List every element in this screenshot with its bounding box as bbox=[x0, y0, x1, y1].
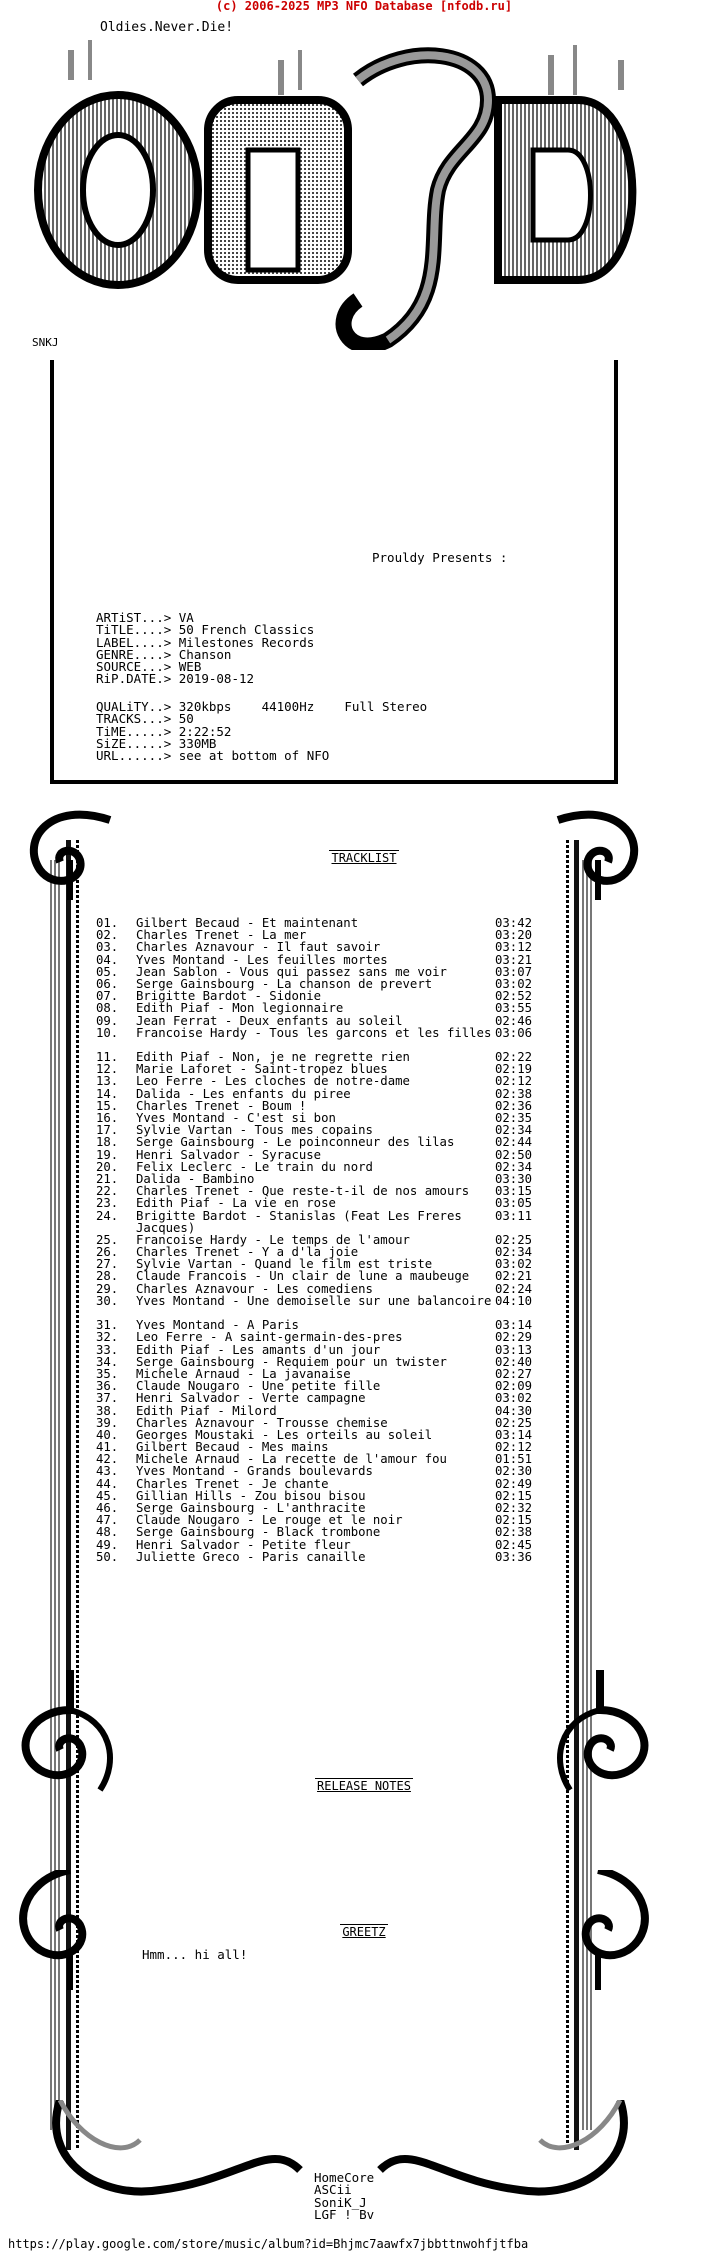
track-num: 17. bbox=[96, 1123, 119, 1138]
track-row bbox=[96, 1210, 532, 1234]
track-num: 10. bbox=[96, 1025, 119, 1040]
track-time: 02:44 bbox=[495, 1135, 533, 1150]
track-title: Jean Ferrat - Deux enfants au soleil bbox=[136, 1013, 403, 1028]
track-time: 02:45 bbox=[495, 1537, 533, 1552]
track-row bbox=[96, 1295, 532, 1319]
track-time: 02:34 bbox=[495, 1245, 533, 1260]
track-time: 03:21 bbox=[495, 952, 533, 967]
info-size: SiZE.....> 330MB bbox=[96, 735, 217, 751]
credit-item: HomeCore bbox=[314, 2170, 375, 2185]
info-title: TiTLE....> 50 French Classics bbox=[96, 622, 315, 638]
copyright-banner: (c) 2006-2025 MP3 NFO Database [nfodb.ru] bbox=[215, 0, 513, 13]
track-title: Edith Piaf - Mon legionnaire bbox=[136, 1001, 344, 1016]
track-num: 14. bbox=[96, 1086, 119, 1101]
track-time: 03:11 bbox=[495, 1208, 533, 1223]
track-title: Dalida - Les enfants du piree bbox=[136, 1086, 351, 1101]
tracklist bbox=[96, 917, 532, 1563]
release-notes-heading: RELEASE NOTES bbox=[317, 1779, 411, 1793]
track-title: Francoise Hardy - Le temps de l'amour bbox=[136, 1232, 410, 1247]
track-num: 32. bbox=[96, 1330, 119, 1345]
track-time: 02:15 bbox=[495, 1488, 533, 1503]
track-title: Henri Salvador - Syracuse bbox=[136, 1147, 322, 1162]
info-url: URL......> see at bottom of NFO bbox=[96, 748, 330, 764]
track-num: 06. bbox=[96, 976, 119, 991]
track-num: 46. bbox=[96, 1501, 119, 1516]
track-title: Edith Piaf - La vie en rose bbox=[136, 1196, 336, 1211]
track-title: Charles Trenet - Y a d'la joie bbox=[136, 1245, 359, 1260]
track-title: Michele Arnaud - La recette de l'amour fou bbox=[136, 1452, 447, 1467]
track-row bbox=[96, 941, 532, 953]
track-num: 16. bbox=[96, 1111, 119, 1126]
track-time: 02:34 bbox=[495, 1159, 533, 1174]
track-title: Sylvie Vartan - Quand le film est triste bbox=[136, 1257, 433, 1272]
track-num: 30. bbox=[96, 1293, 119, 1308]
track-time: 02:52 bbox=[495, 989, 533, 1004]
track-time: 02:24 bbox=[495, 1281, 533, 1296]
track-row bbox=[96, 954, 532, 966]
track-row bbox=[96, 1197, 532, 1209]
track-time: 03:06 bbox=[495, 1025, 533, 1040]
track-title: Georges Moustaki - Les orteils au soleil bbox=[136, 1427, 433, 1442]
track-num: 18. bbox=[96, 1135, 119, 1150]
track-num: 03. bbox=[96, 940, 119, 955]
track-title: Sylvie Vartan - Tous mes copains bbox=[136, 1123, 373, 1138]
track-num: 11. bbox=[96, 1050, 119, 1065]
info-rip-date: RiP.DATE.> 2019-08-12 bbox=[96, 671, 255, 687]
track-title: Claude Francois - Un clair de lune a maubeuge bbox=[136, 1269, 470, 1284]
track-time: 02:25 bbox=[495, 1232, 533, 1247]
track-row bbox=[96, 1136, 532, 1148]
track-time: 02:38 bbox=[495, 1086, 533, 1101]
track-title: Jean Sablon - Vous qui passez sans me voir bbox=[136, 964, 447, 979]
track-num: 36. bbox=[96, 1379, 119, 1394]
track-num: 08. bbox=[96, 1001, 119, 1016]
track-time: 03:02 bbox=[495, 1257, 533, 1272]
track-time: 02:32 bbox=[495, 1501, 533, 1516]
track-time: 03:13 bbox=[495, 1342, 533, 1357]
track-num: 45. bbox=[96, 1488, 119, 1503]
info-label: LABEL....> Milestones Records bbox=[96, 634, 315, 650]
track-title: Serge Gainsbourg - Le poinconneur des lilas bbox=[136, 1135, 455, 1150]
artist-tag: SNKJ bbox=[32, 336, 59, 349]
motto: Oldies.Never.Die! bbox=[100, 20, 234, 35]
track-num: 38. bbox=[96, 1403, 119, 1418]
track-time: 03:12 bbox=[495, 940, 533, 955]
track-num: 44. bbox=[96, 1476, 119, 1491]
credit-item: ASCii bbox=[314, 2182, 352, 2198]
track-title: Charles Trenet - Je chante bbox=[136, 1476, 329, 1491]
track-num: 48. bbox=[96, 1525, 119, 1540]
track-title: Michele Arnaud - La javanaise bbox=[136, 1366, 351, 1381]
track-title: Leo Ferre - A saint-germain-des-pres bbox=[136, 1330, 403, 1345]
release-info bbox=[96, 612, 314, 686]
track-time: 02:25 bbox=[495, 1415, 533, 1430]
track-title: Charles Aznavour - Il faut savoir bbox=[136, 940, 381, 955]
track-time: 02:34 bbox=[495, 1123, 533, 1138]
release-tech-info bbox=[96, 701, 427, 762]
track-row bbox=[96, 1149, 532, 1161]
track-title: Yves Montand - Une demoiselle sur une balancoire bbox=[136, 1293, 492, 1308]
track-time: 02:36 bbox=[495, 1098, 533, 1113]
track-time: 02:38 bbox=[495, 1525, 533, 1540]
track-num: 39. bbox=[96, 1415, 119, 1430]
track-title: Marie Laforet - Saint-tropez blues bbox=[136, 1062, 388, 1077]
track-num: 24. bbox=[96, 1208, 119, 1223]
track-time: 03:14 bbox=[495, 1427, 533, 1442]
track-title: Yves Montand - A Paris bbox=[136, 1318, 299, 1333]
track-num: 07. bbox=[96, 989, 119, 1004]
track-title: Serge Gainsbourg - Requiem pour un twister bbox=[136, 1354, 447, 1369]
info-genre: GENRE....> Chanson bbox=[96, 646, 232, 662]
track-time: 02:40 bbox=[495, 1354, 533, 1369]
track-title: Gilbert Becaud - Et maintenant bbox=[136, 916, 359, 930]
track-time: 03:07 bbox=[495, 964, 533, 979]
track-num: 02. bbox=[96, 928, 119, 943]
track-row bbox=[96, 1344, 532, 1356]
track-time: 02:19 bbox=[495, 1062, 533, 1077]
track-num: 50. bbox=[96, 1549, 119, 1564]
track-num: 01. bbox=[96, 916, 119, 930]
track-num: 13. bbox=[96, 1074, 119, 1089]
track-num: 15. bbox=[96, 1098, 119, 1113]
credit-item: SoniK_J bbox=[314, 2194, 367, 2210]
info-quality: QUALiTY..> 320kbps 44100Hz Full Stereo bbox=[96, 699, 428, 714]
track-title: Yves Montand - Les feuilles mortes bbox=[136, 952, 388, 967]
track-title: Charles Trenet - La mer bbox=[136, 928, 307, 943]
track-time: 03:15 bbox=[495, 1184, 533, 1199]
greetz-text: Hmm... hi all! bbox=[142, 1947, 248, 1962]
track-title: Edith Piaf - Milord bbox=[136, 1403, 277, 1418]
track-num: 35. bbox=[96, 1366, 119, 1381]
track-title: Brigitte Bardot - Sidonie bbox=[136, 989, 322, 1004]
track-time: 03:02 bbox=[495, 1391, 533, 1406]
track-num: 27. bbox=[96, 1257, 119, 1272]
track-num: 28. bbox=[96, 1269, 119, 1284]
track-time: 03:42 bbox=[495, 916, 533, 930]
track-row bbox=[96, 1331, 532, 1343]
track-time: 02:49 bbox=[495, 1476, 533, 1491]
track-time: 01:51 bbox=[495, 1452, 533, 1467]
track-num: 29. bbox=[96, 1281, 119, 1296]
greetz-heading: GREETZ bbox=[342, 1925, 386, 1939]
track-title: Leo Ferre - Les cloches de notre-dame bbox=[136, 1074, 410, 1089]
track-num: 43. bbox=[96, 1464, 119, 1479]
track-num: 05. bbox=[96, 964, 119, 979]
track-title: Charles Aznavour - Les comediens bbox=[136, 1281, 373, 1296]
track-row bbox=[96, 1405, 532, 1417]
track-num: 25. bbox=[96, 1232, 119, 1247]
track-time: 03:02 bbox=[495, 976, 533, 991]
track-num: 40. bbox=[96, 1427, 119, 1442]
track-num: 33. bbox=[96, 1342, 119, 1357]
track-row bbox=[96, 1027, 532, 1051]
track-title: Charles Trenet - Que reste-t-il de nos amours bbox=[136, 1184, 470, 1199]
track-row bbox=[96, 1392, 532, 1404]
track-time: 03:20 bbox=[495, 928, 533, 943]
track-num: 31. bbox=[96, 1318, 119, 1333]
track-time: 02:22 bbox=[495, 1050, 533, 1065]
track-title: Charles Aznavour - Trousse chemise bbox=[136, 1415, 388, 1430]
tracklist-heading: TRACKLIST bbox=[331, 851, 397, 865]
track-time: 03:30 bbox=[495, 1171, 533, 1186]
info-source: SOURCE...> WEB bbox=[96, 659, 202, 675]
track-row bbox=[96, 1015, 532, 1027]
track-title: Serge Gainsbourg - L'anthracite bbox=[136, 1501, 366, 1516]
track-title: Dalida - Bambino bbox=[136, 1171, 255, 1186]
track-title: Yves Montand - Grands boulevards bbox=[136, 1464, 373, 1479]
track-num: 12. bbox=[96, 1062, 119, 1077]
track-title: Henri Salvador - Verte campagne bbox=[136, 1391, 366, 1406]
track-num: 22. bbox=[96, 1184, 119, 1199]
track-num: 41. bbox=[96, 1440, 119, 1455]
track-row bbox=[96, 1270, 532, 1282]
track-title: Serge Gainsbourg - La chanson de prevert bbox=[136, 976, 433, 991]
track-num: 23. bbox=[96, 1196, 119, 1211]
track-num: 26. bbox=[96, 1245, 119, 1260]
credits-list bbox=[314, 2172, 374, 2221]
track-time: 02:15 bbox=[495, 1513, 533, 1528]
footer-url-link[interactable]: https://play.google.com/store/music/album?id=Bhjmc7aawfx7jbbttnwohfjtfba bbox=[8, 2237, 529, 2251]
track-num: 09. bbox=[96, 1013, 119, 1028]
track-num: 21. bbox=[96, 1171, 119, 1186]
track-title: Gilbert Becaud - Mes mains bbox=[136, 1440, 329, 1455]
track-time: 04:30 bbox=[495, 1403, 533, 1418]
track-time: 03:05 bbox=[495, 1196, 533, 1211]
info-time: TiME.....> 2:22:52 bbox=[96, 723, 232, 739]
track-title: Claude Nougaro - Le rouge et le noir bbox=[136, 1513, 403, 1528]
track-num: 34. bbox=[96, 1354, 119, 1369]
track-row bbox=[96, 1539, 532, 1551]
track-num: 19. bbox=[96, 1147, 119, 1162]
track-time: 03:55 bbox=[495, 1001, 533, 1016]
track-row bbox=[96, 1465, 532, 1477]
track-row bbox=[96, 1002, 532, 1014]
track-time: 04:10 bbox=[495, 1293, 533, 1308]
track-num: 47. bbox=[96, 1513, 119, 1528]
track-time: 02:35 bbox=[495, 1111, 533, 1126]
track-title: Juliette Greco - Paris canaille bbox=[136, 1549, 366, 1564]
track-title: Claude Nougaro - Une petite fille bbox=[136, 1379, 381, 1394]
presents-line: Prouldy Presents : bbox=[372, 550, 508, 565]
track-time: 02:50 bbox=[495, 1147, 533, 1162]
track-time: 02:21 bbox=[495, 1269, 533, 1284]
track-time: 02:12 bbox=[495, 1440, 533, 1455]
track-num: 42. bbox=[96, 1452, 119, 1467]
track-title: Edith Piaf - Non, je ne regrette rien bbox=[136, 1050, 410, 1065]
track-title: Gillian Hills - Zou bisou bisou bbox=[136, 1488, 366, 1503]
info-tracks: TRACKS...> 50 bbox=[96, 711, 194, 727]
track-row bbox=[96, 1088, 532, 1100]
track-row bbox=[96, 1526, 532, 1538]
track-title: Felix Leclerc - Le train du nord bbox=[136, 1159, 373, 1174]
track-title: Serge Gainsbourg - Black trombone bbox=[136, 1525, 381, 1540]
credit-item: LGF ! Bv bbox=[314, 2206, 375, 2222]
track-title: Brigitte Bardot - Stanislas (Feat Les Freres Jacques) bbox=[136, 1208, 462, 1235]
info-artist: ARTiST...> VA bbox=[96, 610, 194, 625]
track-row bbox=[96, 1075, 532, 1087]
track-time: 02:46 bbox=[495, 1013, 533, 1028]
track-title: Francoise Hardy - Tous les garcons et les filles bbox=[136, 1025, 492, 1040]
track-title: Henri Salvador - Petite fleur bbox=[136, 1537, 351, 1552]
track-title: Edith Piaf - Les amants d'un jour bbox=[136, 1342, 381, 1357]
track-title: Yves Montand - C'est si bon bbox=[136, 1111, 336, 1126]
track-num: 37. bbox=[96, 1391, 119, 1406]
track-row bbox=[96, 1551, 532, 1563]
track-num: 20. bbox=[96, 1159, 119, 1174]
track-time: 02:29 bbox=[495, 1330, 533, 1345]
track-time: 02:09 bbox=[495, 1379, 533, 1394]
track-title: Charles Trenet - Boum ! bbox=[136, 1098, 307, 1113]
track-time: 02:12 bbox=[495, 1074, 533, 1089]
track-num: 04. bbox=[96, 952, 119, 967]
track-time: 03:14 bbox=[495, 1318, 533, 1333]
ascii-logo bbox=[28, 40, 658, 350]
track-num: 49. bbox=[96, 1537, 119, 1552]
track-time: 02:30 bbox=[495, 1464, 533, 1479]
track-time: 02:27 bbox=[495, 1366, 533, 1381]
track-time: 03:36 bbox=[495, 1549, 533, 1564]
